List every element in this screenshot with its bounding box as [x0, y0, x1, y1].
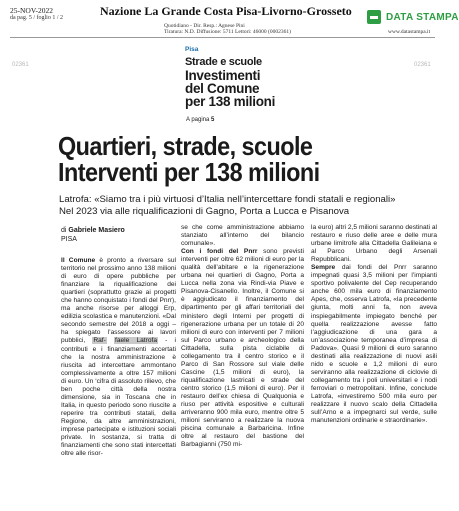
article-headline	[58, 133, 405, 185]
teaser-line: del Comune	[185, 81, 260, 96]
col3-subhead: Sempre	[311, 264, 336, 272]
col2-subhead: Con i fondi del Pnrr	[181, 248, 258, 256]
article-column-1	[61, 257, 176, 511]
teaser-line: Strade e scuole	[185, 56, 262, 68]
teaser-headline	[185, 56, 355, 108]
teaser-page-reference	[186, 117, 214, 123]
byline-city: PISA	[61, 236, 77, 243]
highlighted-name: Raf-	[93, 337, 106, 345]
col3-text: la euro) altri 2,5 milioni saranno destinati al restauro e riuso delle aree e delle mura urbane limitrofe alla Cittadella Galileiana e al Parco Urbano degli Arsenali Repubblicani.	[311, 224, 437, 264]
lead-line-2: Nel 2023 via alle riqualificazioni di Gagno, Porta a Lucca e Pisanova	[59, 205, 350, 217]
article-column-3	[311, 224, 437, 511]
clipping-date: 25-NOV-2022	[10, 6, 54, 15]
article-column-2	[181, 224, 304, 511]
headline-line-1: Quartieri, strade, scuole	[58, 131, 313, 161]
highlighted-name: faele Latrofa	[115, 337, 158, 345]
col2-text: sono previsti interventi per oltre 62 milioni di euro per la qualità dell’abitare e la rigenerazione urbana nei quartieri di Gagno, Porta a Lucca nella zona via Rindi-via Piave e Pisanova-Cisanello. Inoltre, il Comune si è aggiudicato il finanziamento del dipartimento per gli affari territoriali del ministero degli Interni per progetti di rigenerazione urbana per un totale di 20 milioni di euro con interventi per 7 milioni sul Parco urbano e archeologico della Cittadella, sulla pista ciclabile di collegamento tra il centro storico e il Parco di San Rossore sul viale delle Cascine (1,5 milioni di euro), la riqualificazione lastricati e strade del centro storico (1,5 milioni di euro). Per il restauro dell’ex chiesa di Qualquonia e riuso per attività espositive e culturali arriveranno 900 mila euro, mentre oltre 5 milioni serviranno a realizzare la nuova piscina comunale a Barbaricina. Infine oltre al restauro del bastione del Barbagianni (750 mi-	[181, 248, 304, 449]
headline-line-2: Interventi per 138 milioni	[58, 157, 320, 187]
newspaper-masthead: Nazione La Grande Costa Pisa-Livorno-Grosseto	[100, 4, 352, 18]
page-ref-number: 5	[211, 117, 215, 123]
lead-line-1: Latrofa: «Siamo tra i più virtuosi d’Italia nell’intercettare fondi statali e regionali»	[59, 194, 396, 205]
col3-text: dai fondi del Pnrr saranno impegnati quasi 3,5 milioni per l’impianti sportivo polivalente del Cep recuperando anche 600 mila euro di finanziamento Apes, che, osserva Latrofa, «la precedente giunta, molti anni fa, non aveva inspiegabilmente impiegato benché per quella realizzazione avesse fatto l’aggiudicazione di una gara a un’associazione temporanea d’impresa di Padova». Quasi 9 milioni di euro saranno destinati alla realizzazione di nuovi asili nido e scuole e 1,2 milioni di euro serviranno alla realizzazione di ciclovie di collegamento tra i poli universitari e i nodi ferroviari o metropolitani. Infine, conclude Latrofa, «investiremo 500 mila euro per realizzare il nuovo scalo della Cittadella sull’Arno e a impegnarci sul verde, sulle manutenzioni ordinarie e straordinarie».	[311, 264, 437, 425]
teaser-line: Investimenti	[185, 68, 261, 83]
byline-author: Gabriele Masiero	[68, 227, 125, 234]
publication-meta-director: Quotidiano - Dir. Resp.: Agnese Pini	[164, 23, 245, 29]
col1-text: - i contributi e i finanziamenti accertati che la nostra amministrazione è riuscita ad intercettare ammontano complessivamente a oltre 157 milioni di euro. Un ‘cifra di assoluto rilievo, che ben poche città della nostra dimensione, sia in Toscana che in Italia, in questo periodo sono riuscite a reperire tra contributi statali, della Regione, da altre amministrazioni, imprese partecipate e istituzioni sociali private. In sostanza, si tratta di finanziamenti che sono stati intercettati oltre alle risor-	[61, 337, 176, 458]
article-lead	[59, 194, 441, 217]
data-stampa-url: www.datastampa.it	[388, 29, 431, 35]
byline-prefix: di	[61, 227, 69, 234]
clipping-code-left: 02361	[12, 62, 29, 68]
clipping-code-right: 02361	[414, 62, 431, 68]
article-byline	[61, 226, 125, 244]
teaser-line: per 138 milioni	[185, 94, 276, 109]
col1-lead-word: Il Comune	[61, 257, 96, 264]
page-ref-prefix: A pagina	[186, 117, 212, 123]
header-divider	[10, 37, 435, 38]
data-stampa-logo-icon	[367, 10, 381, 24]
data-stampa-brand: DATA STAMPA	[386, 12, 459, 23]
page-info: da pag. 5 / foglio 1 / 2	[10, 15, 63, 21]
publication-meta-circulation: Tiratura: N.D. Diffusione: 5711 Lettori: 46000 (0002361)	[164, 29, 291, 35]
col2-text: se che come amministrazione abbiamo stanziato all’interno del bilancio comunale».	[181, 224, 304, 248]
section-label: Pisa	[185, 46, 199, 53]
col1-text: è pronto a riversare sul territorio nel prossimo anno 138 milioni di euro di opere pubbliche per finanziare la riqualificazione dei quartieri (soprattutto grazie ai progetti che hanno conquistato i fondi del Pnrr), ma anche risorse per alloggi Erp, edilizia scolastica e manutenzioni. «Dal secondo semestre del 2018 a oggi – ha spiegato l’assessore ai lavori pubblici,	[61, 257, 176, 345]
